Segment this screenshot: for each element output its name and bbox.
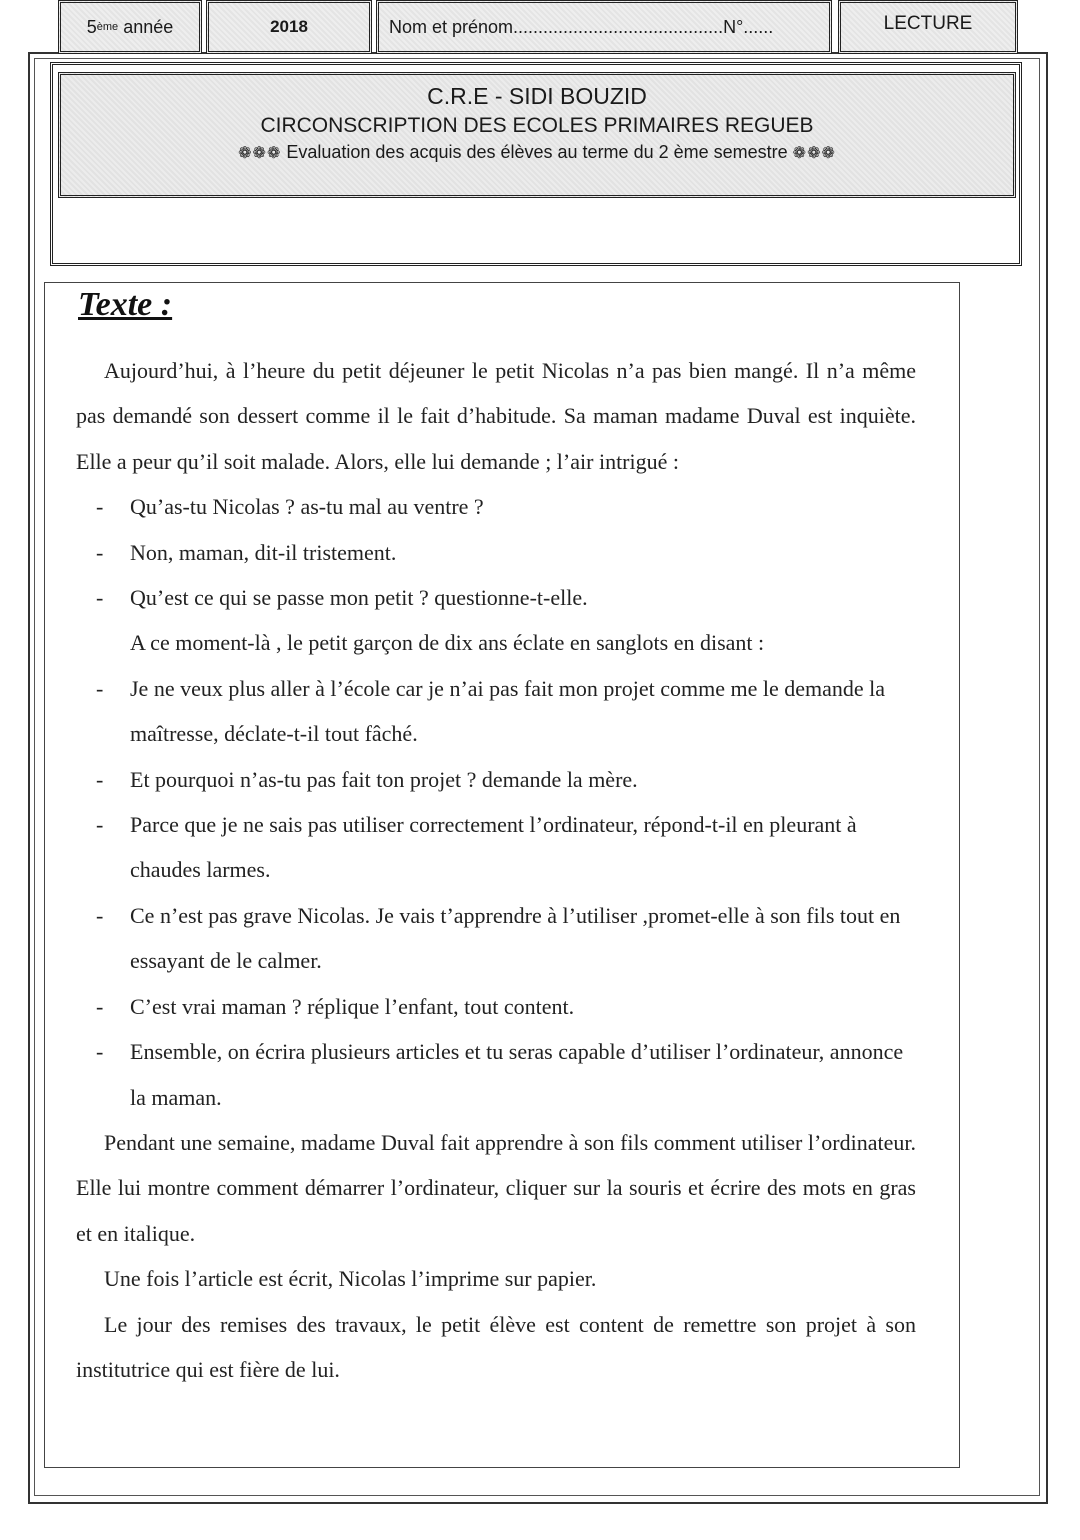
dialogue-line-2 [76, 530, 916, 575]
flower-decoration-icon: ❁❁❁ [792, 145, 836, 162]
dialogue-text: Et pourquoi n’as-tu pas fait ton projet ? demande la mère. [130, 766, 638, 792]
name-field-cell[interactable] [376, 0, 832, 54]
dialogue-dash: - [96, 539, 104, 565]
dialogue-text: Parce que je ne sais pas utiliser correctement l’ordinateur, répond-t-il en pleurant à chaudes larmes. [130, 812, 857, 883]
grade-level-word: année [123, 16, 174, 37]
dialogue-text: Ce n’est pas grave Nicolas. Je vais t’apprendre à l’utiliser ,promet-elle à son fils tout en essayant de le calmer. [130, 902, 901, 974]
dialogue-dash: - [96, 675, 104, 701]
dialogue-text: Je ne veux plus aller à l’école car je n’ai pas fait mon projet comme me le demande la maîtresse, déclate-t-il tout fâché. [130, 675, 886, 747]
dialogue-line-7 [76, 893, 916, 984]
flower-decoration-icon: ❁❁❁ [238, 145, 282, 162]
dialogue-text: Non, maman, dit-il tristement. [130, 539, 397, 565]
dialogue-text: Qu’est ce qui se passe mon petit ? questionne-t-elle. [130, 585, 588, 611]
header-box [58, 72, 1016, 198]
dialogue-line-8 [76, 984, 916, 1029]
name-field-label: Nom et prénom..........................................N°...... [389, 16, 774, 37]
dialogue-text: C’est vrai maman ? réplique l’enfant, tout content. [130, 993, 575, 1019]
dialogue-line-1 [76, 484, 916, 529]
dialogue-dash: - [96, 812, 104, 838]
paragraph-4: Le jour des remises des travaux, le petit élève est content de remettre son projet à son institutrice qui est fière de lui. [76, 1311, 916, 1382]
dialogue-text: Qu’as-tu Nicolas ? as-tu mal au ventre ? [130, 494, 484, 520]
header-line-3-text: Evaluation des acquis des élèves au terme du 2 ème semestre [286, 142, 788, 162]
paragraph-1: Aujourd’hui, à l’heure du petit déjeuner le petit Nicolas n’a pas bien mangé. Il n’a même pas demandé son dessert comme il le fait d’habitude. Sa maman madame Duval est inquiète. Elle a peur qu’il soit malade. Alors, elle lui demande ; l’air intrigué : [76, 358, 916, 474]
dialogue-dash: - [96, 993, 104, 1019]
year-cell [206, 0, 372, 54]
header-line-2: CIRCONSCRIPTION DES ECOLES PRIMAIRES REGUEB [260, 114, 814, 137]
grade-level-suffix: ème [96, 21, 119, 33]
dialogue-dash: - [96, 1039, 104, 1065]
dialogue-dash: - [96, 585, 104, 611]
dialogue-line-6 [76, 802, 916, 893]
grade-level-cell [58, 0, 202, 54]
subject-cell [838, 0, 1018, 54]
reading-text [76, 348, 916, 1392]
dialogue-line-4 [76, 666, 916, 757]
year-value: 2018 [270, 17, 308, 36]
header-line-1: C.R.E - SIDI BOUZID [427, 83, 647, 109]
dialogue-dash: - [96, 766, 104, 792]
narration-line: A ce moment-là , le petit garçon de dix ans éclate en sanglots en disant : [130, 630, 765, 656]
header-line-3 [61, 142, 1013, 163]
dialogue-line-9 [76, 1029, 916, 1120]
grade-level-number: 5 [86, 16, 97, 37]
dialogue-line-5 [76, 757, 916, 802]
subject-label: LECTURE [883, 13, 973, 34]
section-title: Texte : [78, 286, 173, 323]
dialogue-text: Ensemble, on écrira plusieurs articles et tu seras capable d’utiliser l’ordinateur, annonce la maman. [130, 1039, 904, 1110]
paragraph-3: Une fois l’article est écrit, Nicolas l’imprime sur papier. [104, 1266, 597, 1292]
dialogue-dash: - [96, 494, 104, 520]
dialogue-line-3 [76, 575, 916, 620]
paragraph-2: Pendant une semaine, madame Duval fait apprendre à son fils comment utiliser l’ordinateur. Elle lui montre comment démarrer l’ordinateur, cliquer sur la souris et écrire des mots en gras et en italique. [76, 1129, 916, 1246]
dialogue-dash: - [96, 902, 104, 928]
